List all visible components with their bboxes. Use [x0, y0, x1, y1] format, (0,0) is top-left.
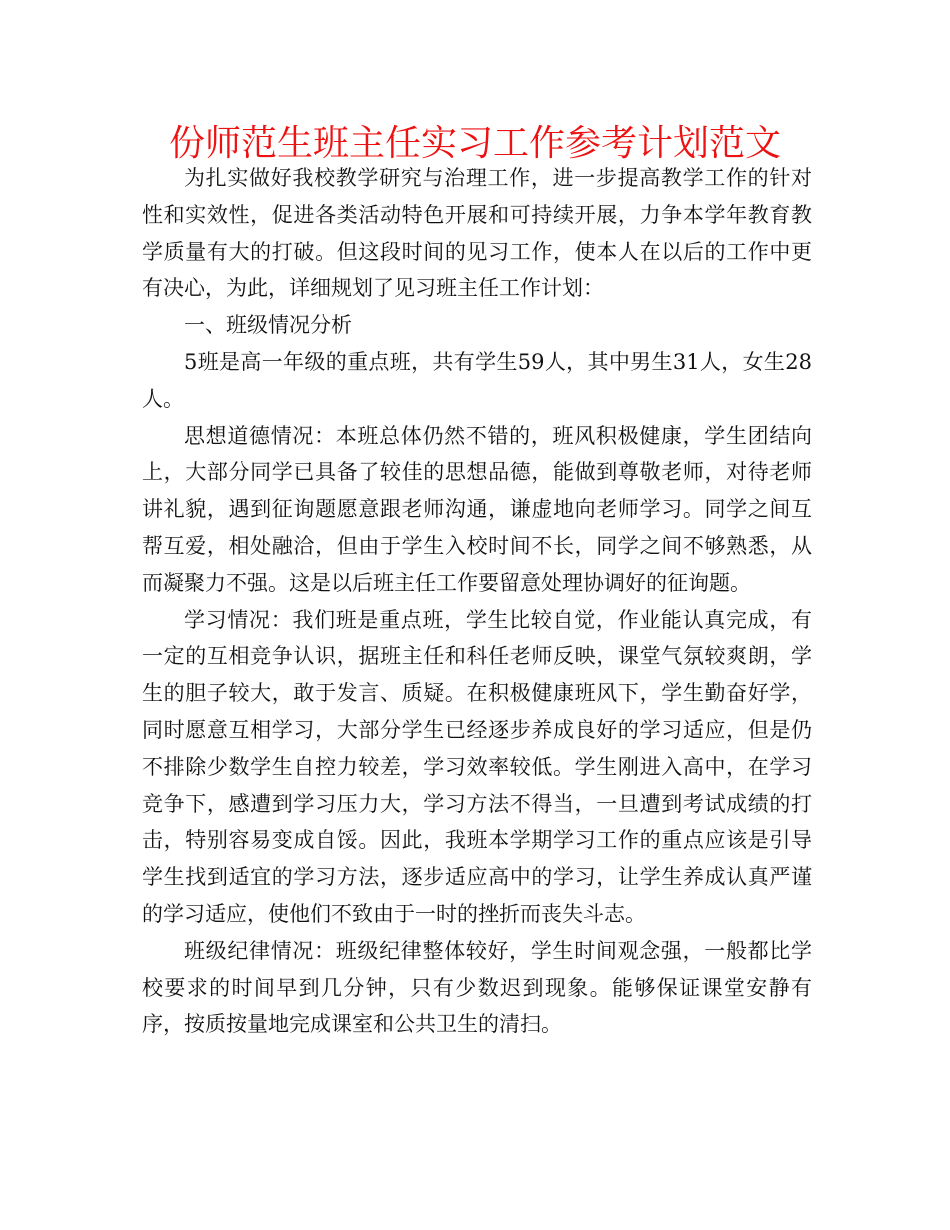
section-heading-class-analysis: 一、班级情况分析	[184, 313, 352, 338]
paragraph-study-situation: 学习情况：我们班是重点班，学生比较自觉，作业能认真完成，有一定的互相竞争认识，据班主任和科任老师反映，课堂气氛较爽朗，学生的胆子较大，敢于发言、质疑。在积极健康班风下，学生勤奋好学，同时愿意互相学习，大部分学生已经逐步养成良好的学习适应，但是仍不排除少数学生自控力较差，学习效率较低。学生刚进入高中，在学习竞争下，感遭到学习压力大，学习方法不得当，一旦遭到考试成绩的打击，特别容易变成自馁。因此，我班本学期学习工作的重点应该是引导学生找到适宜的学习方法，逐步适应高中的学习，让学生养成认真严谨的学习适应，使他们不致由于一时的挫折而丧失斗志。	[142, 607, 812, 926]
paragraph-moral-situation: 思想道德情况：本班总体仍然不错的，班风积极健康，学生团结向上，大部分同学已具备了较佳的思想品德，能做到尊敬老师，对待老师讲礼貌，遇到征询题愿意跟老师沟通，谦虚地向老师学习。同学之间互帮互爱，相处融洽，但由于学生入校时间不长，同学之间不够熟悉，从而凝聚力不强。这是以后班主任工作要留意处理协调好的征询题。	[142, 423, 812, 595]
document-body	[142, 160, 812, 1043]
paragraph-intro: 为扎实做好我校教学研究与治理工作，进一步提高教学工作的针对性和实效性，促进各类活动特色开展和可持续开展，力争本学年教育教学质量有大的打破。但这段时间的见习工作，使本人在以后的工作中更有决心，为此，详细规划了见习班主任工作计划：	[142, 166, 812, 301]
paragraph-class-overview: 5班是高一年级的重点班，共有学生59人，其中男生31人，女生28人。	[142, 349, 812, 411]
document-title: 份师范生班主任实习工作参考计划范文	[168, 123, 781, 164]
paragraph-discipline-situation: 班级纪律情况：班级纪律整体较好，学生时间观念强，一般都比学校要求的时间早到几分钟，只有少数迟到现象。能够保证课堂安静有序，按质按量地完成课室和公共卫生的清扫。	[142, 938, 812, 1037]
